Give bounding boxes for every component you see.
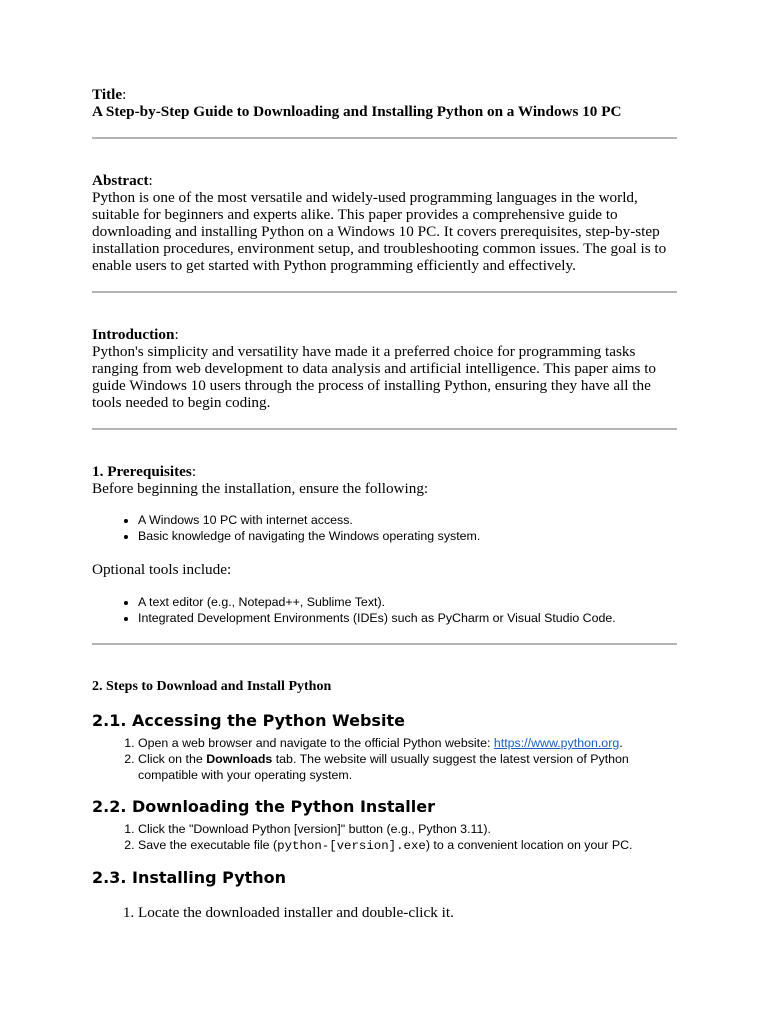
list-item: • A text editor (e.g., Notepad++, Sublime Text). <box>138 594 677 610</box>
steps-2-1-list <box>92 735 677 783</box>
prerequisites-label: 1. Prerequisites <box>92 463 192 480</box>
list-item: • Basic knowledge of navigating the Windows operating system. <box>138 528 677 544</box>
prerequisites-label-line: 1. Prerequisites: <box>92 463 197 480</box>
list-item: 1. Click the "Download Python [version]" button (e.g., Python 3.11). <box>138 821 677 837</box>
prerequisites-list <box>92 512 677 544</box>
introduction-label-line: Introduction: <box>92 326 179 343</box>
filename-code: python-[version].exe <box>277 839 426 853</box>
document-title: A Step-by-Step Guide to Downloading and Installing Python on a Windows 10 PC <box>92 103 622 120</box>
abstract-label-line: Abstract: <box>92 172 153 189</box>
section-heading-2-2: 2.2. Downloading the Python Installer <box>92 797 435 816</box>
section-heading-2-1: 2.1. Accessing the Python Website <box>92 711 405 730</box>
list-item: 1. Open a web browser and navigate to the official Python website: https://www.python.org. <box>138 735 677 751</box>
list-item: 1. Locate the downloaded installer and double-click it. <box>138 904 677 921</box>
list-item: 2. Click on the Downloads tab. The website will usually suggest the latest version of Python compatible with your operating system. <box>138 751 677 783</box>
document-page <box>92 86 677 921</box>
list-item: • A Windows 10 PC with internet access. <box>138 512 677 528</box>
abstract-label: Abstract <box>92 172 149 189</box>
abstract-text: Python is one of the most versatile and widely-used programming languages in the world, suitable for beginners and experts alike. This paper provides a comprehensive guide to downloading and installing Python on a Windows 10 PC. It covers prerequisites, step-by-step installation procedures, environment setup, and troubleshooting common issues. The goal is to enable users to get started with Python programming efficiently and effectively. <box>92 189 667 274</box>
list-item: 2. Save the executable file (python-[version].exe) to a convenient location on your PC. <box>138 837 677 854</box>
optional-tools-list <box>92 594 677 626</box>
steps-heading: 2. Steps to Download and Install Python <box>92 679 332 694</box>
introduction-text: Python's simplicity and versatility have made it a preferred choice for programming tasks ranging from web development to data analysis and artificial intelligence. This paper aims to guide Windows 10 users through the process of installing Python, ensuring they have all the tools needed to begin coding. <box>92 343 657 411</box>
python-website-link[interactable]: https://www.python.org <box>493 736 620 750</box>
prerequisites-intro: Before beginning the installation, ensure the following: <box>92 480 429 497</box>
title-label-line: Title: <box>92 86 127 103</box>
list-item: • Integrated Development Environments (IDEs) such as PyCharm or Visual Studio Code. <box>138 610 677 626</box>
steps-2-2-list <box>92 821 677 854</box>
section-heading-2-3: 2.3. Installing Python <box>92 868 287 887</box>
optional-tools-intro: Optional tools include: <box>92 561 232 578</box>
steps-2-3-list <box>92 904 677 921</box>
title-label: Title <box>92 86 123 103</box>
introduction-label: Introduction <box>92 326 175 343</box>
